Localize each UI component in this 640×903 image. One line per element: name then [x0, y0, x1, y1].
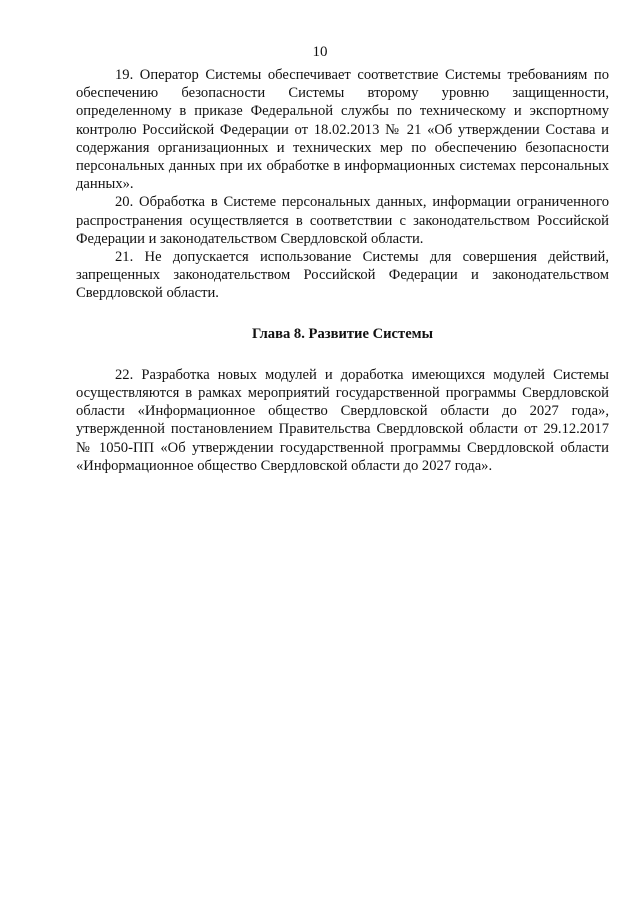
- paragraph-21: 21. Не допускается использование Системы для совершения действий, запрещенных законодательством Российской Федерации и законодательством Свердловской области.: [76, 249, 609, 302]
- document-body: [76, 66, 609, 475]
- paragraph-20: 20. Обработка в Системе персональных данных, информации ограниченного распространения осуществляется в соответствии с законодательством Российской Федерации и законодательством Свердловской области.: [76, 194, 609, 247]
- page-number: 10: [312, 44, 328, 60]
- paragraph-19: 19. Оператор Системы обеспечивает соответствие Системы требованиям по обеспечению безопасности Системы второму уровню защищенности, определенному в приказе Федеральной службы по техническому и экспортному контролю Российской Федерации от 18.02.2013 № 21 «Об утверждении Состава и содержания организационных и технических мер по обеспечению безопасности персональных данных при их обработке в информационных системах персональных данных».: [76, 67, 609, 193]
- chapter-title: Глава 8. Развитие Системы: [251, 325, 434, 342]
- paragraph-22: 22. Разработка новых модулей и доработка имеющихся модулей Системы осуществляются в рамках мероприятий государственной программы Свердловской области «Информационное общество Свердловской области до 2027 года», утвержденной постановлением Правительства Свердловской области от 29.12.2017 № 1050-ПП «Об утверждении государственной программы Свердловской области «Информационное общество Свердловской области до 2027 года».: [76, 366, 609, 474]
